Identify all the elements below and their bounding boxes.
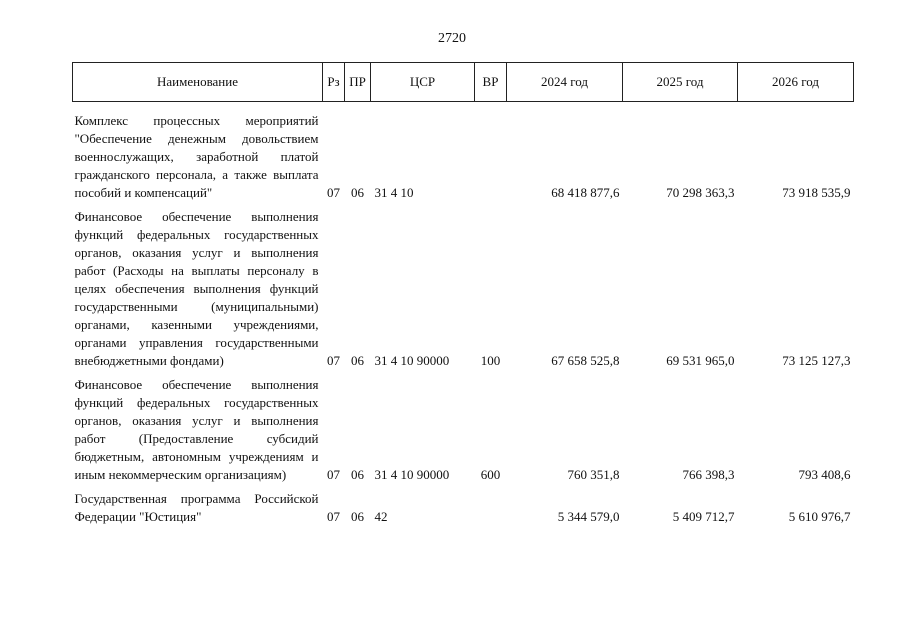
header-name: Наименование	[73, 63, 323, 102]
row-2026: 73 918 535,9	[782, 185, 851, 200]
row-name: Финансовое обеспечение выполнения функций федеральных государственных органов, оказания услуг и выполнения работ (Расходы на выплаты персоналу в целях обеспечения выполнения функций государственными (муниципальными) органами, казенными учреждениями, органами управления государственными внебюджетными фондами)	[74, 209, 319, 368]
row-2025: 69 531 965,0	[666, 353, 735, 368]
row-vr: 100	[480, 353, 501, 368]
row-pr: 06	[351, 467, 364, 482]
table-row	[73, 376, 854, 490]
row-2024: 68 418 877,6	[551, 185, 620, 200]
row-csr: 42	[374, 509, 388, 524]
row-rz: 07	[327, 353, 340, 368]
budget-table	[72, 62, 854, 532]
table-row	[73, 208, 854, 376]
row-rz: 07	[327, 509, 340, 524]
row-pr: 06	[351, 185, 364, 200]
table-row	[73, 490, 854, 532]
row-csr: 31 4 10 90000	[374, 467, 450, 482]
row-vr	[475, 490, 507, 532]
row-2026: 793 408,6	[798, 467, 851, 482]
row-csr: 31 4 10 90000	[374, 353, 450, 368]
row-name: Государственная программа Российской Федерации "Юстиция"	[74, 491, 319, 524]
row-csr: 31 4 10	[374, 185, 414, 200]
row-rz: 07	[327, 185, 340, 200]
header-2026: 2026 год	[738, 63, 854, 102]
row-vr	[475, 102, 507, 209]
header-2025: 2025 год	[623, 63, 738, 102]
table-header-row	[73, 63, 854, 102]
row-2024: 760 351,8	[567, 467, 620, 482]
header-vr: ВР	[475, 63, 507, 102]
row-2025: 5 409 712,7	[672, 509, 735, 524]
row-name: Финансовое обеспечение выполнения функций федеральных государственных органов, оказания услуг и выполнения работ (Предоставление субсидий бюджетным, автономным учреждениям и иным некоммерческим организациям)	[74, 377, 319, 482]
header-csr: ЦСР	[371, 63, 475, 102]
header-2024: 2024 год	[507, 63, 623, 102]
header-pr: ПР	[345, 63, 371, 102]
row-2026: 73 125 127,3	[782, 353, 851, 368]
row-2025: 70 298 363,3	[666, 185, 735, 200]
row-2024: 5 344 579,0	[557, 509, 620, 524]
row-2024: 67 658 525,8	[551, 353, 620, 368]
table-row	[73, 102, 854, 209]
row-2025: 766 398,3	[682, 467, 735, 482]
row-2026: 5 610 976,7	[788, 509, 851, 524]
row-pr: 06	[351, 353, 364, 368]
row-rz: 07	[327, 467, 340, 482]
row-pr: 06	[351, 509, 364, 524]
header-rz: Рз	[323, 63, 345, 102]
row-name: Комплекс процессных мероприятий "Обеспечение денежным довольствием военнослужащих, заработной платой гражданского персонала, а также выплата пособий и компенсаций"	[74, 113, 319, 200]
page-number: 2720	[438, 31, 466, 46]
row-vr: 600	[480, 467, 501, 482]
